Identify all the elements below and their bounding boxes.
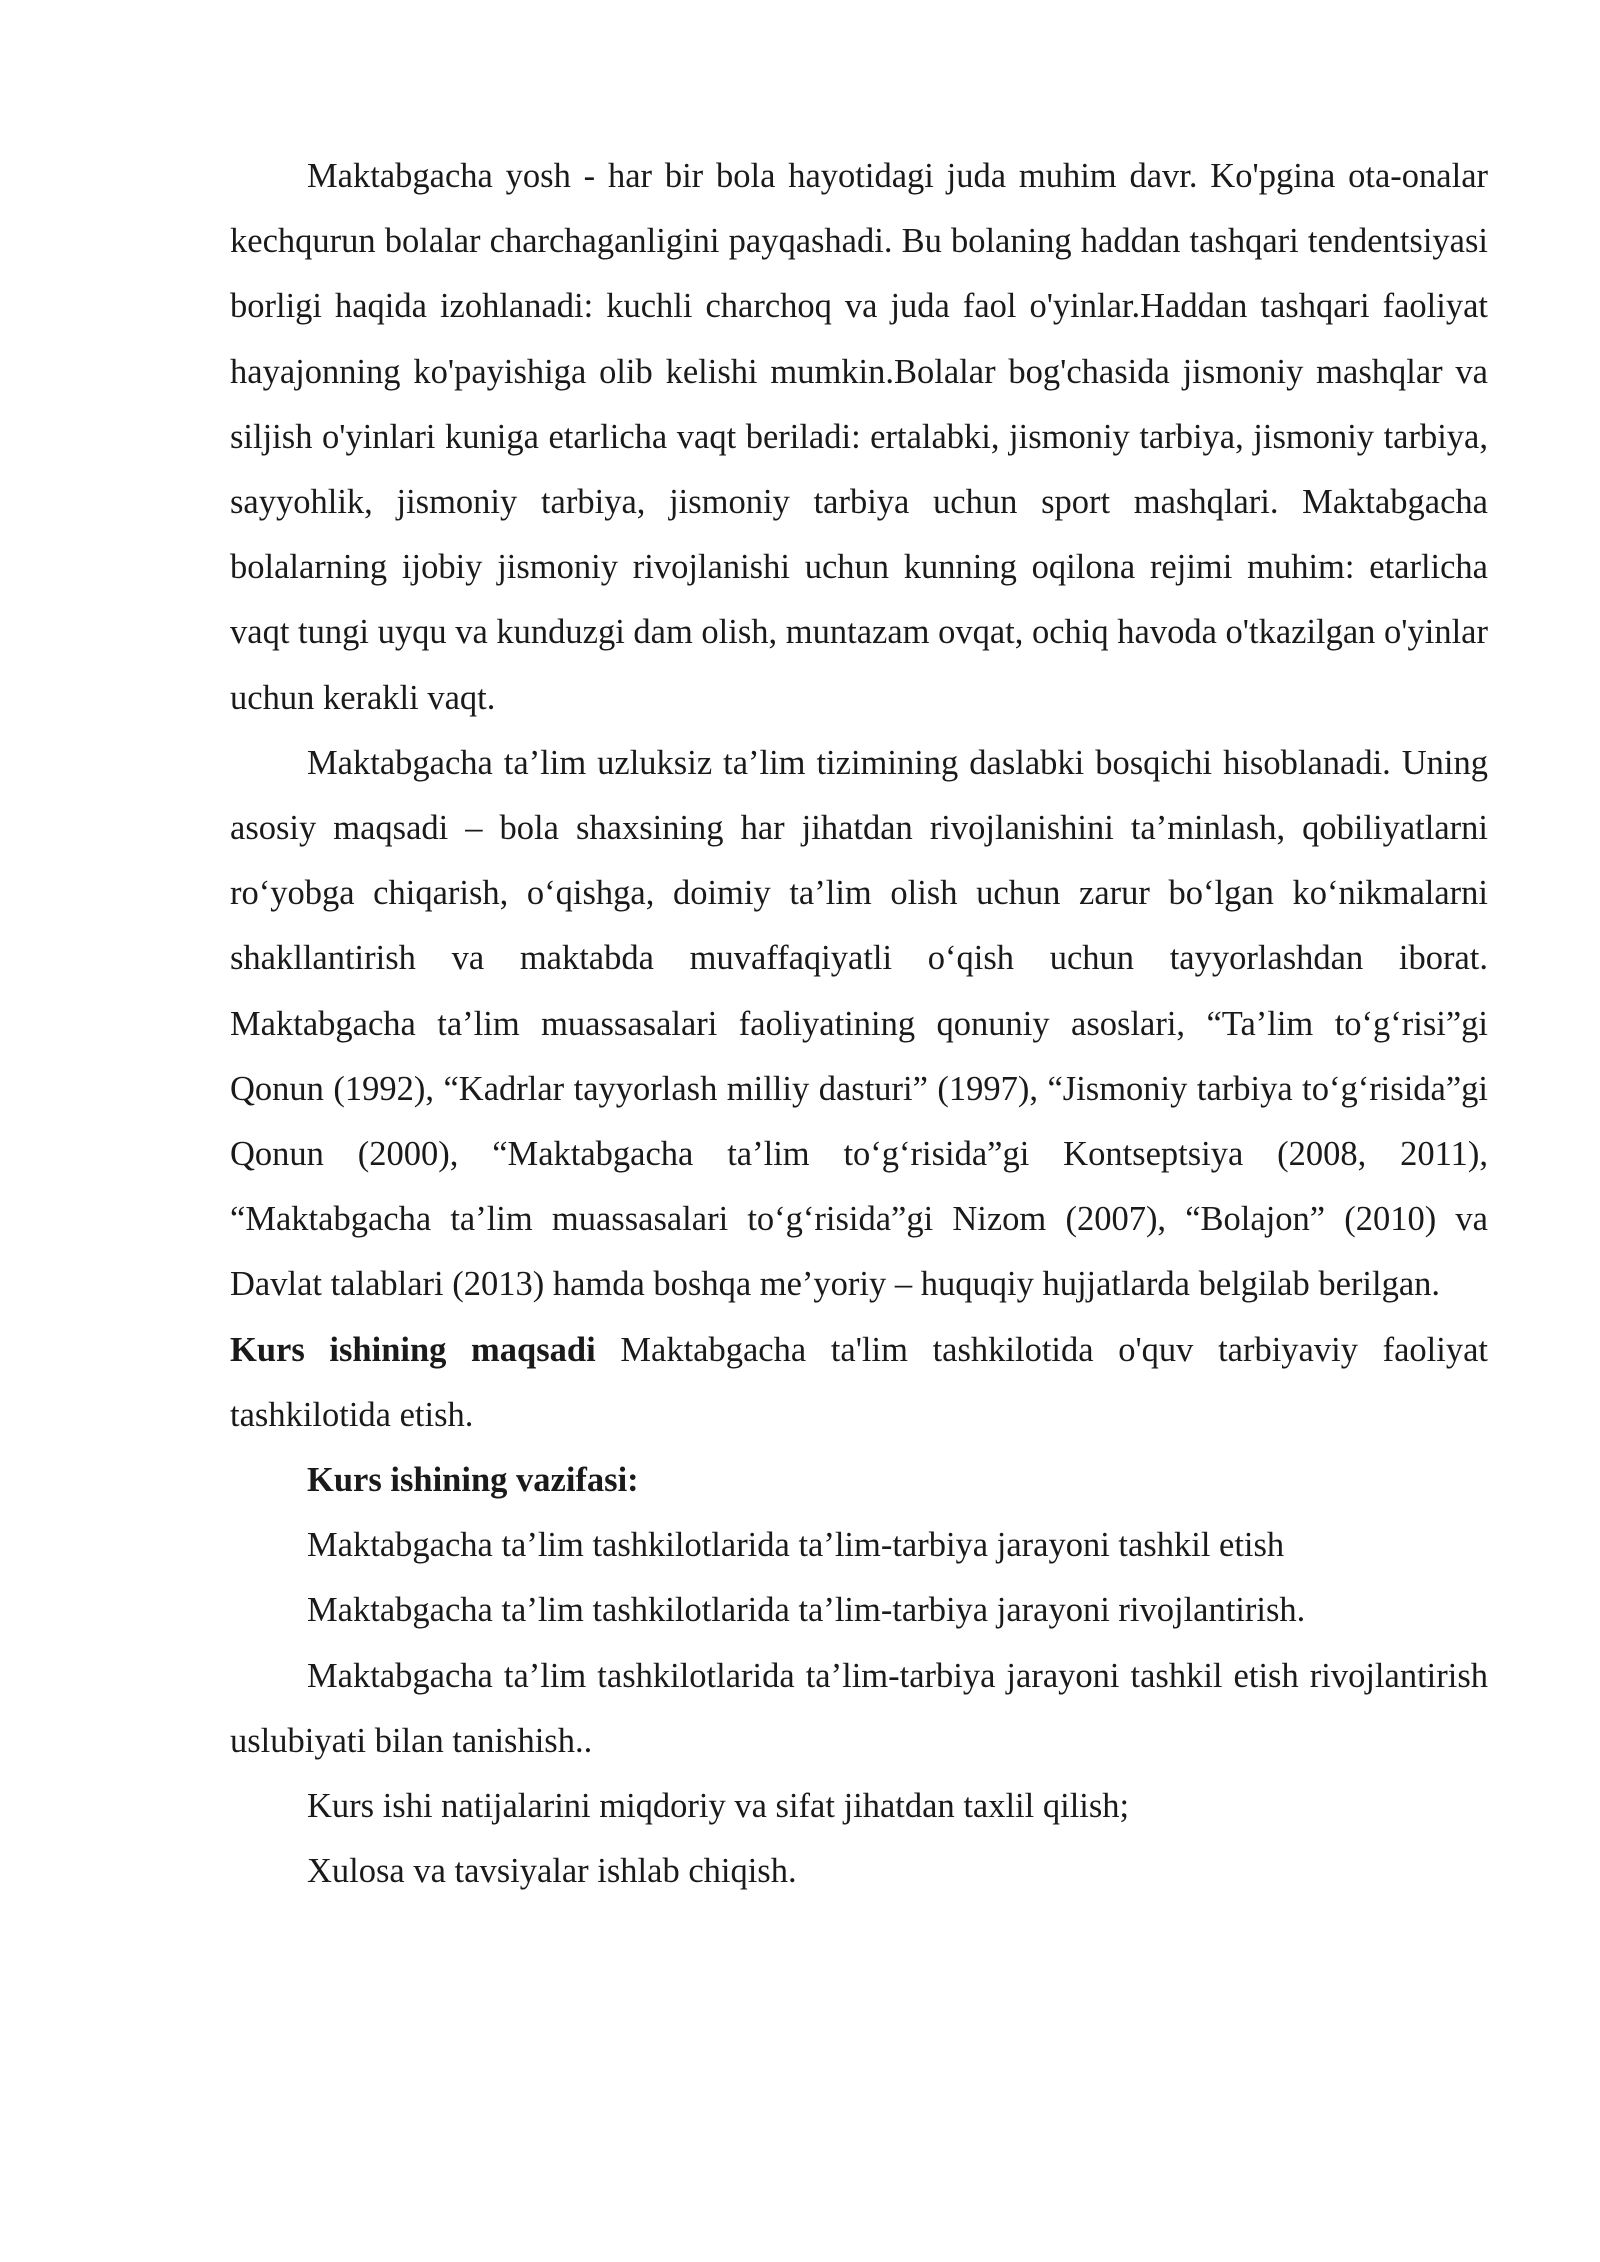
task-item-3: [230, 1644, 1488, 1774]
task-item-4-text: Kurs ishi natijalarini miqdoriy va sifat jihatdan taxlil qilish;: [307, 1787, 1130, 1826]
course-goal-heading: Kurs ishining maqsadi: [230, 1330, 596, 1369]
task-item-1-text: Maktabgacha ta’lim tashkilotlarida ta’lim-tarbiya jarayoni tashkil etish: [307, 1526, 1285, 1565]
task-item-1: [230, 1513, 1488, 1578]
task-item-4: [230, 1774, 1488, 1839]
task-item-3-text: Maktabgacha ta’lim tashkilotlarida ta’lim-tarbiya jarayoni tashkil etish rivojlantirish uslubiyati bilan tanishish..: [230, 1656, 1488, 1760]
paragraph-intro-text: Maktabgacha yosh - har bir bola hayotidagi juda muhim davr. Ko'pgina ota-onalar kechqurun bolalar charchaganligini payqashadi. Bu bolaning haddan tashqari tendentsiyasi borligi haqida izohlanadi: kuchli charchoq va juda faol o'yinlar.Haddan tashqari faoliyat hayajonning ko'payishiga olib kelishi mumkin.Bolalar bog'chasida jismoniy mashqlar va siljish o'yinlari kuniga etarlicha vaqt beriladi: ertalabki, jismoniy tarbiya, jismoniy tarbiya, sayyohlik, jismoniy tarbiya, jismoniy tarbiya uchun sport mashqlari. Maktabgacha bolalarning ijobiy jismoniy rivojlanishi uchun kunning oqilona rejimi muhim: etarlicha vaqt tungi uyqu va kunduzgi dam olish, muntazam ovqat, ochiq havoda o'tkazilgan o'yinlar uchun kerakli vaqt.: [230, 157, 1488, 717]
document-body: [230, 144, 1488, 1904]
paragraph-intro: [230, 144, 1488, 731]
course-tasks-heading: Kurs ishining vazifasi:: [307, 1461, 639, 1500]
task-item-5: [230, 1839, 1488, 1904]
task-item-2: [230, 1578, 1488, 1643]
paragraph-legal-basis-text: Maktabgacha ta’lim uzluksiz ta’lim tizimining daslabki bosqichi hisoblanadi. Uning asosiy maqsadi – bola shaxsining har jihatdan rivojlanishini ta’minlash, qobiliyatlarni ro‘yobga chiqarish, o‘qishga, doimiy ta’lim olish uchun zarur bo‘lgan ko‘nikmalarni shakllantirish va maktabda muvaffaqiyatli o‘qish uchun tayyorlashdan iborat. Maktabgacha ta’lim muassasalari faoliyatining qonuniy asoslari, “Ta’lim to‘g‘risi”gi Qonun (1992), “Kadrlar tayyorlash milliy dasturi” (1997), “Jismoniy tarbiya to‘g‘risida”gi Qonun (2000), “Maktabgacha ta’lim to‘g‘risida”gi Kontseptsiya (2008, 2011), “Maktabgacha ta’lim muassasalari to‘g‘risida”gi Nizom (2007), “Bolajon” (2010) va Davlat talablari (2013) hamda boshqa me’yoriy – huquqiy hujjatlarda belgilab berilgan.: [230, 743, 1488, 1304]
paragraph-course-goal: [230, 1318, 1488, 1448]
task-item-5-text: Xulosa va tavsiyalar ishlab chiqish.: [307, 1852, 797, 1891]
paragraph-course-tasks-heading: [230, 1448, 1488, 1513]
paragraph-legal-basis: [230, 731, 1488, 1318]
course-goal-text: Maktabgacha ta'lim tashkilotida o'quv tarbiyaviy faoliyat tashkilotida etish.: [230, 1330, 1488, 1434]
task-item-2-text: Maktabgacha ta’lim tashkilotlarida ta’lim-tarbiya jarayoni rivojlantirish.: [307, 1591, 1306, 1630]
